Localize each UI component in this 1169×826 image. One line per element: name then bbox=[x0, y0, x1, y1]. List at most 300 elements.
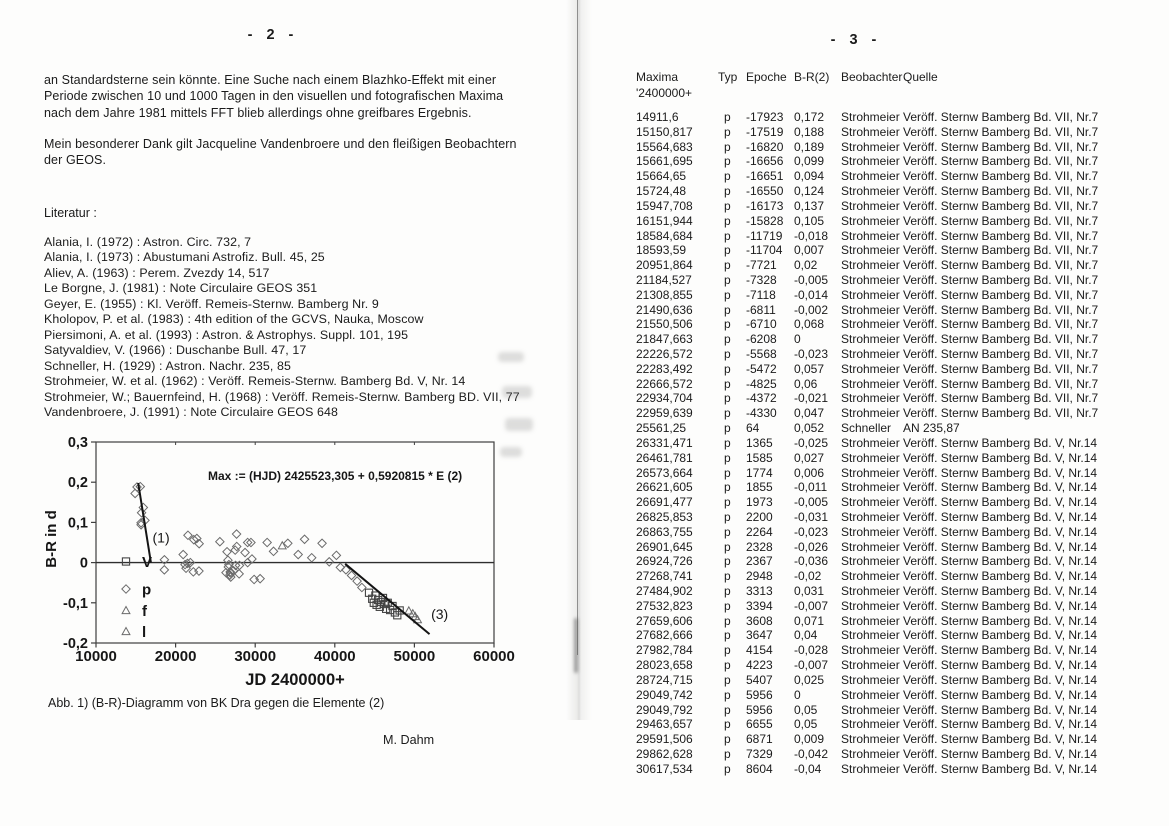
table-cell: -0,007 bbox=[794, 598, 829, 613]
table-cell: 15724,48 bbox=[636, 184, 687, 199]
table-cell: Veröff. Sternw Bamberg Bd. VII, Nr.7 bbox=[903, 154, 1099, 169]
y-axis-title: B-R in d bbox=[43, 510, 60, 568]
table-row bbox=[636, 421, 1166, 436]
table-cell: 64 bbox=[746, 421, 760, 436]
page-fold-line bbox=[577, 0, 578, 655]
data-point-p bbox=[223, 548, 231, 556]
data-point-p bbox=[318, 539, 326, 547]
data-point-p bbox=[243, 538, 251, 546]
x-tick-label: 40000 bbox=[313, 648, 356, 665]
table-cell: -17519 bbox=[746, 124, 784, 139]
table-cell: -0,007 bbox=[794, 658, 829, 673]
table-cell: p bbox=[724, 169, 731, 184]
table-cell: 22226,572 bbox=[636, 347, 693, 361]
table-cell: 26621,605 bbox=[636, 480, 693, 495]
table-cell: 2948 bbox=[746, 569, 773, 584]
table-cell: Veröff. Sternw Bamberg Bd. V, Nr.14 bbox=[903, 628, 1098, 643]
table-cell: -0,042 bbox=[794, 746, 829, 761]
table-row bbox=[636, 214, 1166, 229]
table-cell: Veröff. Sternw Bamberg Bd. VII, Nr.7 bbox=[903, 302, 1099, 317]
table-cell: Strohmeier bbox=[841, 672, 900, 687]
table-cell: Veröff. Sternw Bamberg Bd. V, Nr.14 bbox=[903, 465, 1098, 480]
legend-symbol-p bbox=[122, 585, 130, 593]
table-row bbox=[636, 229, 1166, 244]
table-cell: Veröff. Sternw Bamberg Bd. V, Nr.14 bbox=[903, 480, 1098, 495]
table-cell: 21550,506 bbox=[636, 317, 693, 332]
table-cell: p bbox=[724, 376, 731, 391]
table-cell: Veröff. Sternw Bamberg Bd. VII, Nr.7 bbox=[903, 347, 1099, 361]
table-row bbox=[636, 495, 1166, 510]
table-cell: p bbox=[724, 421, 731, 436]
table-cell: 28724,715 bbox=[636, 672, 693, 687]
table-cell: Veröff. Sternw Bamberg Bd. VII, Nr.7 bbox=[903, 139, 1099, 154]
table-cell: 27484,902 bbox=[636, 584, 693, 598]
table-cell: p bbox=[724, 761, 731, 776]
author-signature: M. Dahm bbox=[383, 733, 435, 747]
table-cell: -16656 bbox=[746, 154, 784, 169]
page-2 bbox=[0, 0, 575, 826]
table-row bbox=[636, 303, 1166, 318]
table-cell: AN 235,87 bbox=[903, 421, 960, 436]
fit-line bbox=[345, 564, 429, 634]
table-row bbox=[636, 451, 1166, 466]
table-cell: 26825,853 bbox=[636, 509, 693, 524]
table-cell: 0,068 bbox=[794, 317, 825, 332]
table-cell: Veröff. Sternw Bamberg Bd. V, Nr.14 bbox=[903, 672, 1098, 687]
table-cell: Strohmeier bbox=[841, 184, 900, 199]
table-cell: 7329 bbox=[746, 746, 773, 761]
scan-smudge bbox=[498, 352, 524, 362]
table-cell: p bbox=[724, 110, 731, 124]
table-row bbox=[636, 554, 1166, 569]
table-cell: 0,007 bbox=[794, 243, 825, 258]
data-point-p bbox=[263, 538, 271, 546]
table-cell: Strohmeier bbox=[841, 495, 900, 510]
table-row bbox=[636, 688, 1166, 703]
text-line: Schneller, H. (1929) : Astron. Nachr. 235, 85 bbox=[44, 358, 291, 373]
table-row bbox=[636, 406, 1166, 421]
table-cell: 14911,6 bbox=[636, 110, 679, 124]
table-cell: -5472 bbox=[746, 361, 777, 376]
table-cell: 0,05 bbox=[794, 702, 818, 717]
table-cell: -7721 bbox=[746, 258, 777, 273]
reference-list bbox=[44, 235, 564, 420]
table-cell: 27659,606 bbox=[636, 613, 693, 628]
table-cell: p bbox=[724, 598, 731, 613]
data-point-p bbox=[233, 542, 241, 550]
text-line: Strohmeier, W.; Bauernfeind, H. (1968) : Veröff. Remeis-Sternw. Bamberg BD. VII, 77 bbox=[44, 389, 520, 404]
text-line: Satyvaldiev, V. (1966) : Duschanbe Bull. 47, 17 bbox=[44, 343, 307, 358]
table-cell: Veröff. Sternw Bamberg Bd. V, Nr.14 bbox=[903, 584, 1098, 598]
table-cell: -4330 bbox=[746, 406, 777, 421]
table-cell: 0 bbox=[794, 687, 801, 702]
data-point-p bbox=[160, 566, 168, 574]
data-point-p bbox=[232, 530, 240, 538]
table-cell: 29862,628 bbox=[636, 746, 693, 761]
table-cell: Strohmeier bbox=[841, 347, 900, 361]
table-cell: 26331,471 bbox=[636, 435, 693, 450]
x-tick-label: 30000 bbox=[234, 648, 277, 665]
table-row bbox=[636, 673, 1166, 688]
table-cell: 26461,781 bbox=[636, 450, 693, 465]
table-cell: 25561,25 bbox=[636, 421, 687, 436]
table-cell: -0,02 bbox=[794, 569, 822, 584]
table-cell: Veröff. Sternw Bamberg Bd. V, Nr.14 bbox=[903, 524, 1098, 539]
table-cell: Strohmeier bbox=[841, 110, 900, 124]
table-cell: Strohmeier bbox=[841, 332, 900, 347]
table-cell: Veröff. Sternw Bamberg Bd. V, Nr.14 bbox=[903, 539, 1098, 554]
legend-label-f: f bbox=[142, 603, 147, 620]
table-cell: Strohmeier bbox=[841, 613, 900, 628]
table-cell: Strohmeier bbox=[841, 361, 900, 376]
table-cell: 6655 bbox=[746, 717, 773, 732]
table-cell: 26573,664 bbox=[636, 465, 693, 480]
table-cell: p bbox=[724, 746, 731, 761]
table-cell: 27532,823 bbox=[636, 598, 693, 613]
table-cell: Veröff. Sternw Bamberg Bd. V, Nr.14 bbox=[903, 598, 1098, 613]
x-tick-label: 60000 bbox=[473, 648, 515, 665]
table-cell: -6208 bbox=[746, 332, 777, 347]
col-header-quelle: Quelle bbox=[903, 70, 938, 84]
table-cell: Strohmeier bbox=[841, 746, 900, 761]
table-cell: -17923 bbox=[746, 110, 784, 124]
table-cell: 27682,666 bbox=[636, 628, 693, 643]
table-cell: p bbox=[724, 287, 731, 302]
table-row bbox=[636, 377, 1166, 392]
data-point-p bbox=[247, 538, 255, 546]
table-row bbox=[636, 258, 1166, 273]
table-cell: p bbox=[724, 628, 731, 643]
text-line: Kholopov, P. et al. (1983) : 4th edition of the GCVS, Nauka, Moscow bbox=[44, 312, 424, 327]
table-cell: 0,047 bbox=[794, 406, 825, 421]
table-row bbox=[636, 125, 1166, 140]
table-cell: Strohmeier bbox=[841, 524, 900, 539]
table-cell: Strohmeier bbox=[841, 391, 900, 406]
y-tick-label: -0,1 bbox=[63, 595, 88, 612]
table-cell: Veröff. Sternw Bamberg Bd. V, Nr.14 bbox=[903, 643, 1098, 658]
table-cell: p bbox=[724, 584, 731, 598]
table-cell: -0,028 bbox=[794, 643, 829, 658]
table-cell: p bbox=[724, 124, 731, 139]
table-cell: Schneller bbox=[841, 421, 892, 436]
table-cell: 26924,726 bbox=[636, 554, 693, 569]
table-cell: p bbox=[724, 302, 731, 317]
table-cell: p bbox=[724, 154, 731, 169]
table-cell: 0,094 bbox=[794, 169, 825, 184]
table-cell: 0,188 bbox=[794, 124, 825, 139]
y-tick-label: 0,3 bbox=[67, 435, 88, 451]
table-row bbox=[636, 288, 1166, 303]
ephemeris-annotation: Max := (HJD) 2425523,305 + 0,5920815 * E (2) bbox=[208, 469, 463, 483]
table-cell: Veröff. Sternw Bamberg Bd. V, Nr.14 bbox=[903, 450, 1098, 465]
table-cell: p bbox=[724, 406, 731, 421]
table-row bbox=[636, 110, 1166, 125]
scan-smudge bbox=[502, 386, 532, 398]
table-cell: p bbox=[724, 658, 731, 673]
table-cell: -0,04 bbox=[794, 761, 822, 776]
table-cell: -7118 bbox=[746, 287, 776, 302]
table-cell: p bbox=[724, 243, 731, 258]
table-cell: -0,018 bbox=[794, 228, 829, 243]
data-point-p bbox=[308, 554, 316, 562]
table-cell: 1365 bbox=[746, 435, 773, 450]
table-cell: 15664,65 bbox=[636, 169, 687, 184]
page-3 bbox=[580, 0, 1169, 826]
text-line: Strohmeier, W. et al. (1962) : Veröff. Remeis-Sternw. Bamberg Bd. V, Nr. 14 bbox=[44, 374, 466, 389]
table-cell: Strohmeier bbox=[841, 658, 900, 673]
table-cell: 1774 bbox=[746, 465, 773, 480]
table-cell: p bbox=[724, 524, 731, 539]
table-cell: Veröff. Sternw Bamberg Bd. VII, Nr.7 bbox=[903, 258, 1099, 273]
table-row bbox=[636, 169, 1166, 184]
table-cell: Veröff. Sternw Bamberg Bd. V, Nr.14 bbox=[903, 509, 1098, 524]
literatur-heading: Literatur : bbox=[44, 206, 97, 220]
table-row bbox=[636, 569, 1166, 584]
table-cell: -0,023 bbox=[794, 347, 829, 361]
text-line: Alania, I. (1972) : Astron. Circ. 732, 7 bbox=[44, 235, 252, 249]
data-point-p bbox=[241, 548, 249, 556]
table-cell: Veröff. Sternw Bamberg Bd. VII, Nr.7 bbox=[903, 317, 1099, 332]
text-line: Alania, I. (1973) : Abustumani Astrofiz. Bull. 45, 25 bbox=[44, 250, 325, 265]
paragraph-blazhko bbox=[44, 72, 544, 121]
table-cell: p bbox=[724, 332, 731, 347]
table-cell: 22666,572 bbox=[636, 376, 693, 391]
table-cell: p bbox=[724, 732, 731, 747]
table-cell: 29591,506 bbox=[636, 732, 693, 747]
table-cell: -0,002 bbox=[794, 302, 829, 317]
text-line: Vandenbroere, J. (1991) : Note Circulaire GEOS 648 bbox=[44, 404, 339, 419]
table-row bbox=[636, 658, 1166, 673]
data-point-p bbox=[235, 570, 243, 578]
table-row bbox=[636, 599, 1166, 614]
table-cell: Veröff. Sternw Bamberg Bd. VII, Nr.7 bbox=[903, 110, 1099, 124]
data-point-p bbox=[294, 550, 302, 558]
table-cell: Veröff. Sternw Bamberg Bd. VII, Nr.7 bbox=[903, 361, 1099, 376]
table-cell: 0,105 bbox=[794, 213, 825, 228]
table-cell: 0,124 bbox=[794, 184, 825, 199]
table-cell: 30617,534 bbox=[636, 761, 693, 776]
table-cell: Veröff. Sternw Bamberg Bd. V, Nr.14 bbox=[903, 732, 1098, 747]
text-line: Periode zwischen 10 und 1000 Tagen in den visuellen und fotografischen Maxima bbox=[44, 89, 504, 104]
table-cell: -16820 bbox=[746, 139, 784, 154]
table-cell: 8604 bbox=[746, 761, 773, 776]
table-cell: Veröff. Sternw Bamberg Bd. V, Nr.14 bbox=[903, 554, 1098, 569]
table-cell: 0,027 bbox=[794, 450, 825, 465]
table-cell: 3647 bbox=[746, 628, 773, 643]
table-cell: -16173 bbox=[746, 198, 784, 213]
table-cell: -7328 bbox=[746, 272, 777, 287]
scan-smudge bbox=[500, 447, 522, 457]
table-cell: Veröff. Sternw Bamberg Bd. VII, Nr.7 bbox=[903, 287, 1099, 302]
table-cell: p bbox=[724, 450, 731, 465]
data-point-p bbox=[300, 535, 308, 543]
legend-symbol-l bbox=[122, 628, 130, 635]
table-cell: Strohmeier bbox=[841, 272, 900, 287]
table-cell: -5568 bbox=[746, 347, 777, 361]
data-point-p bbox=[216, 537, 224, 545]
table-cell: 26863,755 bbox=[636, 524, 693, 539]
table-cell: Veröff. Sternw Bamberg Bd. V, Nr.14 bbox=[903, 613, 1098, 628]
y-tick-label: -0,2 bbox=[63, 636, 88, 652]
table-cell: 0,071 bbox=[794, 613, 825, 628]
table-row bbox=[636, 391, 1166, 406]
figure-caption: Abb. 1) (B-R)-Diagramm von BK Dra gegen die Elemente (2) bbox=[48, 696, 385, 710]
table-header-row bbox=[636, 70, 1156, 84]
table-cell: -6710 bbox=[746, 317, 777, 332]
table-cell: Veröff. Sternw Bamberg Bd. V, Nr.14 bbox=[903, 435, 1098, 450]
table-cell: Strohmeier bbox=[841, 124, 900, 139]
table-cell: Strohmeier bbox=[841, 717, 900, 732]
text-line: nach dem Jahre 1981 mittels FFT blieb allerdings ohne greifbares Ergebnis. bbox=[44, 105, 472, 120]
scan-smudge bbox=[505, 418, 533, 431]
data-point-p bbox=[269, 547, 277, 555]
table-cell: p bbox=[724, 495, 731, 510]
table-cell: Strohmeier bbox=[841, 569, 900, 584]
table-cell: p bbox=[724, 198, 731, 213]
table-cell: p bbox=[724, 435, 731, 450]
table-cell: p bbox=[724, 391, 731, 406]
table-cell: Strohmeier bbox=[841, 539, 900, 554]
table-cell: 2367 bbox=[746, 554, 773, 569]
table-cell: Veröff. Sternw Bamberg Bd. VII, Nr.7 bbox=[903, 169, 1099, 184]
table-cell: 1973 bbox=[746, 495, 773, 510]
table-cell: -16550 bbox=[746, 184, 784, 199]
table-cell: Strohmeier bbox=[841, 435, 900, 450]
table-cell: 5956 bbox=[746, 687, 773, 702]
table-cell: Veröff. Sternw Bamberg Bd. VII, Nr.7 bbox=[903, 243, 1099, 258]
text-line: an Standardsterne sein könnte. Eine Suche nach einem Blazhko-Effekt mit einer bbox=[44, 73, 497, 87]
table-cell: Strohmeier bbox=[841, 465, 900, 480]
x-axis-title: JD 2400000+ bbox=[245, 671, 345, 689]
table-cell: -0,023 bbox=[794, 524, 829, 539]
table-cell: Strohmeier bbox=[841, 198, 900, 213]
table-row bbox=[636, 510, 1166, 525]
x-tick-label: 20000 bbox=[154, 648, 197, 665]
data-point-p bbox=[358, 583, 366, 591]
page-number-right: - 3 - bbox=[830, 32, 882, 48]
table-cell: 3313 bbox=[746, 584, 773, 598]
table-cell: 26691,477 bbox=[636, 495, 693, 510]
table-cell: 18593,59 bbox=[636, 243, 687, 258]
table-cell: Veröff. Sternw Bamberg Bd. V, Nr.14 bbox=[903, 702, 1098, 717]
table-row bbox=[636, 762, 1166, 777]
table-cell: -0,031 bbox=[794, 509, 829, 524]
col-header-beobachter: Beobachter bbox=[841, 70, 903, 84]
table-cell: Veröff. Sternw Bamberg Bd. V, Nr.14 bbox=[903, 658, 1098, 673]
table-cell: Strohmeier bbox=[841, 480, 900, 495]
table-cell: p bbox=[724, 702, 731, 717]
table-cell: -0,014 bbox=[794, 287, 829, 302]
table-cell: p bbox=[724, 554, 731, 569]
table-cell: p bbox=[724, 509, 731, 524]
table-cell: Strohmeier bbox=[841, 450, 900, 465]
text-line: Aliev, A. (1963) : Perem. Zvezdy 14, 517 bbox=[44, 265, 270, 280]
table-cell: 1855 bbox=[746, 480, 773, 495]
legend-label-V: V bbox=[142, 554, 153, 571]
table-cell: 29049,742 bbox=[636, 687, 693, 702]
table-cell: Strohmeier bbox=[841, 154, 900, 169]
table-cell: p bbox=[724, 687, 731, 702]
table-row bbox=[636, 703, 1166, 718]
table-cell: -4825 bbox=[746, 376, 777, 391]
table-cell: Strohmeier bbox=[841, 554, 900, 569]
table-cell: Veröff. Sternw Bamberg Bd. V, Nr.14 bbox=[903, 717, 1098, 732]
table-cell: -0,005 bbox=[794, 495, 829, 510]
table-row bbox=[636, 614, 1166, 629]
data-point-p bbox=[231, 546, 239, 554]
table-cell: 0,137 bbox=[794, 198, 825, 213]
table-cell: 15661,695 bbox=[636, 154, 693, 169]
table-cell: Strohmeier bbox=[841, 169, 900, 184]
col-header-typ: Typ bbox=[718, 70, 738, 84]
table-cell: -15828 bbox=[746, 213, 784, 228]
table-cell: p bbox=[724, 569, 731, 584]
data-point-p bbox=[332, 551, 340, 559]
table-cell: Strohmeier bbox=[841, 406, 900, 421]
table-cell: -6811 bbox=[746, 302, 776, 317]
table-cell: 15947,708 bbox=[636, 198, 693, 213]
table-cell: Veröff. Sternw Bamberg Bd. VII, Nr.7 bbox=[903, 184, 1099, 199]
table-cell: p bbox=[724, 258, 731, 273]
table-cell: 27982,784 bbox=[636, 643, 693, 658]
legend-label-l: l bbox=[142, 624, 147, 641]
table-cell: -0,036 bbox=[794, 554, 829, 569]
table-cell: 27268,741 bbox=[636, 569, 693, 584]
legend-symbol-V bbox=[122, 558, 129, 565]
fit-line-label: (3) bbox=[431, 606, 449, 623]
text-line: Piersimoni, A. et al. (1993) : Astron. & Astrophys. Suppl. 101, 195 bbox=[44, 327, 409, 342]
y-tick-label: 0,1 bbox=[67, 515, 88, 532]
table-cell: 28023,658 bbox=[636, 658, 693, 673]
table-row bbox=[636, 628, 1166, 643]
table-cell: p bbox=[724, 347, 731, 361]
table-cell: Strohmeier bbox=[841, 761, 900, 776]
table-cell: Veröff. Sternw Bamberg Bd. VII, Nr.7 bbox=[903, 391, 1099, 406]
table-row bbox=[636, 540, 1166, 555]
table-row bbox=[636, 199, 1166, 214]
table-cell: 22283,492 bbox=[636, 361, 693, 376]
table-cell: Veröff. Sternw Bamberg Bd. V, Nr.14 bbox=[903, 746, 1098, 761]
page-number-left: - 2 - bbox=[247, 27, 299, 43]
data-point-V bbox=[394, 612, 401, 619]
table-row bbox=[636, 717, 1166, 732]
table-cell: 4154 bbox=[746, 643, 773, 658]
table-row bbox=[636, 732, 1166, 747]
table-cell: -11704 bbox=[746, 243, 783, 258]
table-cell: Strohmeier bbox=[841, 628, 900, 643]
table-cell: p bbox=[724, 465, 731, 480]
table-cell: 29463,657 bbox=[636, 717, 693, 732]
table-cell: 0,189 bbox=[794, 139, 825, 154]
table-cell: -0,021 bbox=[794, 391, 829, 406]
text-line: der GEOS. bbox=[44, 153, 107, 168]
table-cell: Veröff. Sternw Bamberg Bd. VII, Nr.7 bbox=[903, 213, 1099, 228]
table-cell: Strohmeier bbox=[841, 243, 900, 258]
table-cell: -0,005 bbox=[794, 272, 829, 287]
table-cell: 0,04 bbox=[794, 628, 818, 643]
table-cell: p bbox=[724, 539, 731, 554]
table-cell: Strohmeier bbox=[841, 139, 900, 154]
fit-line bbox=[138, 483, 151, 563]
col-header-maxima: Maxima bbox=[636, 70, 679, 84]
table-cell: 5407 bbox=[746, 672, 773, 687]
y-tick-label: 0 bbox=[79, 555, 88, 572]
table-cell: 6871 bbox=[746, 732, 773, 747]
x-tick-label: 10000 bbox=[75, 648, 117, 665]
table-cell: Strohmeier bbox=[841, 702, 900, 717]
table-cell: p bbox=[724, 272, 731, 287]
table-cell: p bbox=[724, 613, 731, 628]
